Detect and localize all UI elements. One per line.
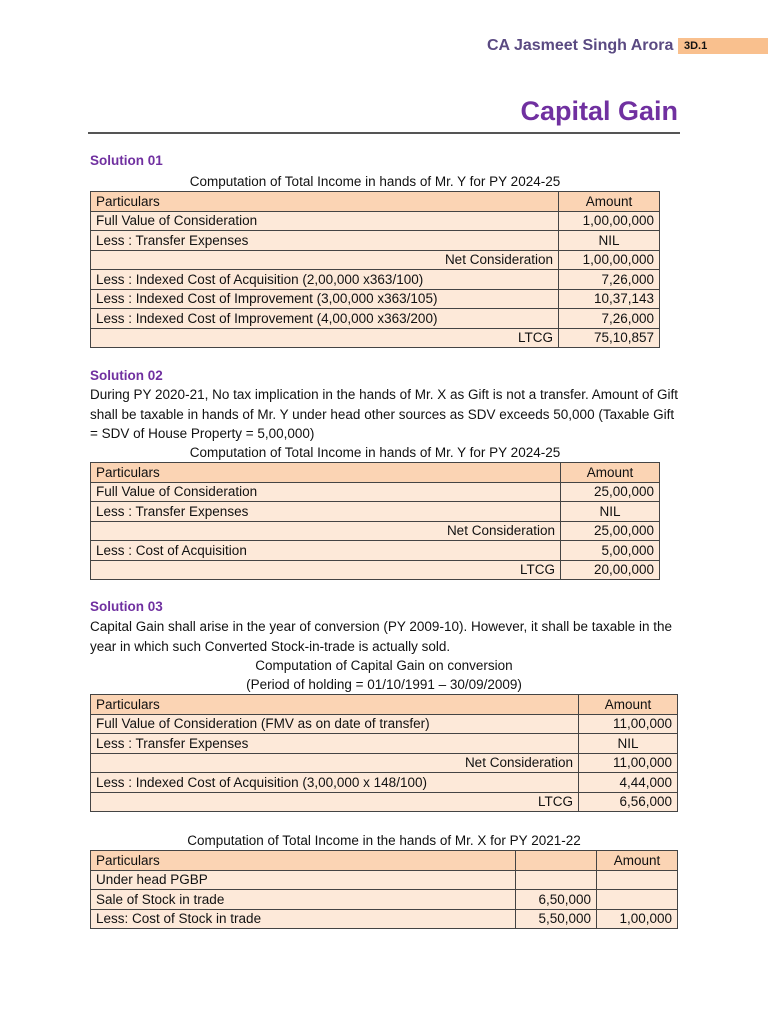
particulars-cell: Full Value of Consideration — [91, 211, 559, 231]
amount-cell: 1,00,00,000 — [559, 250, 660, 270]
particulars-cell: Particulars — [91, 851, 516, 871]
particulars-cell: Particulars — [91, 463, 561, 483]
particulars-cell: Particulars — [91, 192, 559, 212]
solution-1-table — [90, 191, 660, 348]
table-row — [91, 714, 678, 734]
solution-2-label: Solution 02 — [90, 368, 163, 383]
amount-cell — [597, 870, 678, 890]
solution-3-caption-2: (Period of holding = 01/10/1991 – 30/09/2009) — [246, 677, 522, 692]
particulars-cell: LTCG — [91, 328, 559, 348]
amount-cell: 6,50,000 — [516, 890, 597, 910]
particulars-cell: Less : Cost of Acquisition — [91, 541, 561, 561]
table-row — [91, 870, 678, 890]
particulars-cell: Less : Indexed Cost of Improvement (4,00,000 x363/200) — [91, 309, 559, 329]
amount-cell — [597, 890, 678, 910]
table-row — [91, 289, 660, 309]
amount-cell — [516, 870, 597, 890]
amount-cell — [516, 851, 597, 871]
amount-cell: 5,50,000 — [516, 909, 597, 929]
amount-cell: 25,00,000 — [561, 521, 660, 541]
solution-1-caption: Computation of Total Income in hands of Mr. Y for PY 2024-25 — [189, 174, 561, 189]
particulars-cell: Sale of Stock in trade — [91, 890, 516, 910]
particulars-cell: LTCG — [91, 560, 561, 580]
table-row — [91, 541, 660, 561]
amount-cell: 10,37,143 — [559, 289, 660, 309]
amount-cell: NIL — [579, 734, 678, 754]
particulars-cell: Less: Cost of Stock in trade — [91, 909, 516, 929]
table-row — [91, 753, 678, 773]
particulars-cell: Net Consideration — [91, 521, 561, 541]
table-row — [91, 734, 678, 754]
solution-3-caption-1: Computation of Capital Gain on conversion — [255, 658, 513, 673]
table-row — [91, 502, 660, 522]
amount-cell: 7,26,000 — [559, 270, 660, 290]
table-row — [91, 890, 678, 910]
amount-cell: Amount — [579, 695, 678, 715]
particulars-cell: Less : Transfer Expenses — [91, 734, 579, 754]
table-row — [91, 792, 678, 812]
amount-cell: 1,00,00,000 — [559, 211, 660, 231]
solution-2-table — [90, 462, 660, 580]
solution-2-text: During PY 2020-21, No tax implication in the hands of Mr. X as Gift is not a transfer. Amount of Gift shall be taxable in hands of Mr. Y under head other sources as SDV exceeds 50,000 (Taxable Gift = SDV of House Property = 5,00,000) — [90, 387, 679, 441]
solution-3-label: Solution 03 — [90, 599, 163, 614]
particulars-cell: Less : Indexed Cost of Acquisition (2,00,000 x363/100) — [91, 270, 559, 290]
solution-3-table — [90, 694, 678, 812]
amount-cell: 75,10,857 — [559, 328, 660, 348]
table-row — [91, 773, 678, 793]
particulars-cell: Full Value of Consideration (FMV as on date of transfer) — [91, 714, 579, 734]
table-header-row — [91, 695, 678, 715]
table-header-row — [91, 463, 660, 483]
amount-cell: 11,00,000 — [579, 714, 678, 734]
particulars-cell: Less : Transfer Expenses — [91, 502, 561, 522]
page-code-badge: 3D.1 — [678, 38, 768, 54]
amount-cell: Amount — [561, 463, 660, 483]
amount-cell: 11,00,000 — [579, 753, 678, 773]
page-title: Capital Gain — [520, 96, 678, 126]
particulars-cell: Less : Indexed Cost of Acquisition (3,00,000 x 148/100) — [91, 773, 579, 793]
amount-cell: 7,26,000 — [559, 309, 660, 329]
amount-cell: NIL — [559, 231, 660, 251]
particulars-cell: Less : Indexed Cost of Improvement (3,00,000 x363/105) — [91, 289, 559, 309]
solution-2-caption: Computation of Total Income in hands of Mr. Y for PY 2024-25 — [189, 445, 561, 460]
table-header-row — [91, 851, 678, 871]
amount-cell: 25,00,000 — [561, 482, 660, 502]
amount-cell: Amount — [597, 851, 678, 871]
amount-cell: Amount — [559, 192, 660, 212]
author-name: CA Jasmeet Singh Arora — [487, 37, 674, 54]
total-income-table — [90, 850, 678, 929]
table-row — [91, 521, 660, 541]
table-row — [91, 270, 660, 290]
amount-cell: 6,56,000 — [579, 792, 678, 812]
table-row — [91, 309, 660, 329]
particulars-cell: Under head PGBP — [91, 870, 516, 890]
table-row — [91, 560, 660, 580]
table-row — [91, 231, 660, 251]
particulars-cell: Net Consideration — [91, 753, 579, 773]
amount-cell: NIL — [561, 502, 660, 522]
particulars-cell: Full Value of Consideration — [91, 482, 561, 502]
particulars-cell: Less : Transfer Expenses — [91, 231, 559, 251]
amount-cell: 1,00,000 — [597, 909, 678, 929]
solution-3-caption-3: Computation of Total Income in the hands of Mr. X for PY 2021-22 — [187, 833, 581, 848]
table-row — [91, 328, 660, 348]
particulars-cell: LTCG — [91, 792, 579, 812]
title-divider — [88, 132, 680, 134]
table-row — [91, 250, 660, 270]
table-row — [91, 211, 660, 231]
amount-cell: 4,44,000 — [579, 773, 678, 793]
amount-cell: 20,00,000 — [561, 560, 660, 580]
table-row — [91, 482, 660, 502]
amount-cell: 5,00,000 — [561, 541, 660, 561]
table-header-row — [91, 192, 660, 212]
solution-1-label: Solution 01 — [90, 153, 163, 168]
particulars-cell: Net Consideration — [91, 250, 559, 270]
particulars-cell: Particulars — [91, 695, 579, 715]
table-row — [91, 909, 678, 929]
solution-3-text: Capital Gain shall arise in the year of conversion (PY 2009-10). However, it shall be taxable in the year in which such Converted Stock-in-trade is actually sold. — [90, 619, 673, 654]
